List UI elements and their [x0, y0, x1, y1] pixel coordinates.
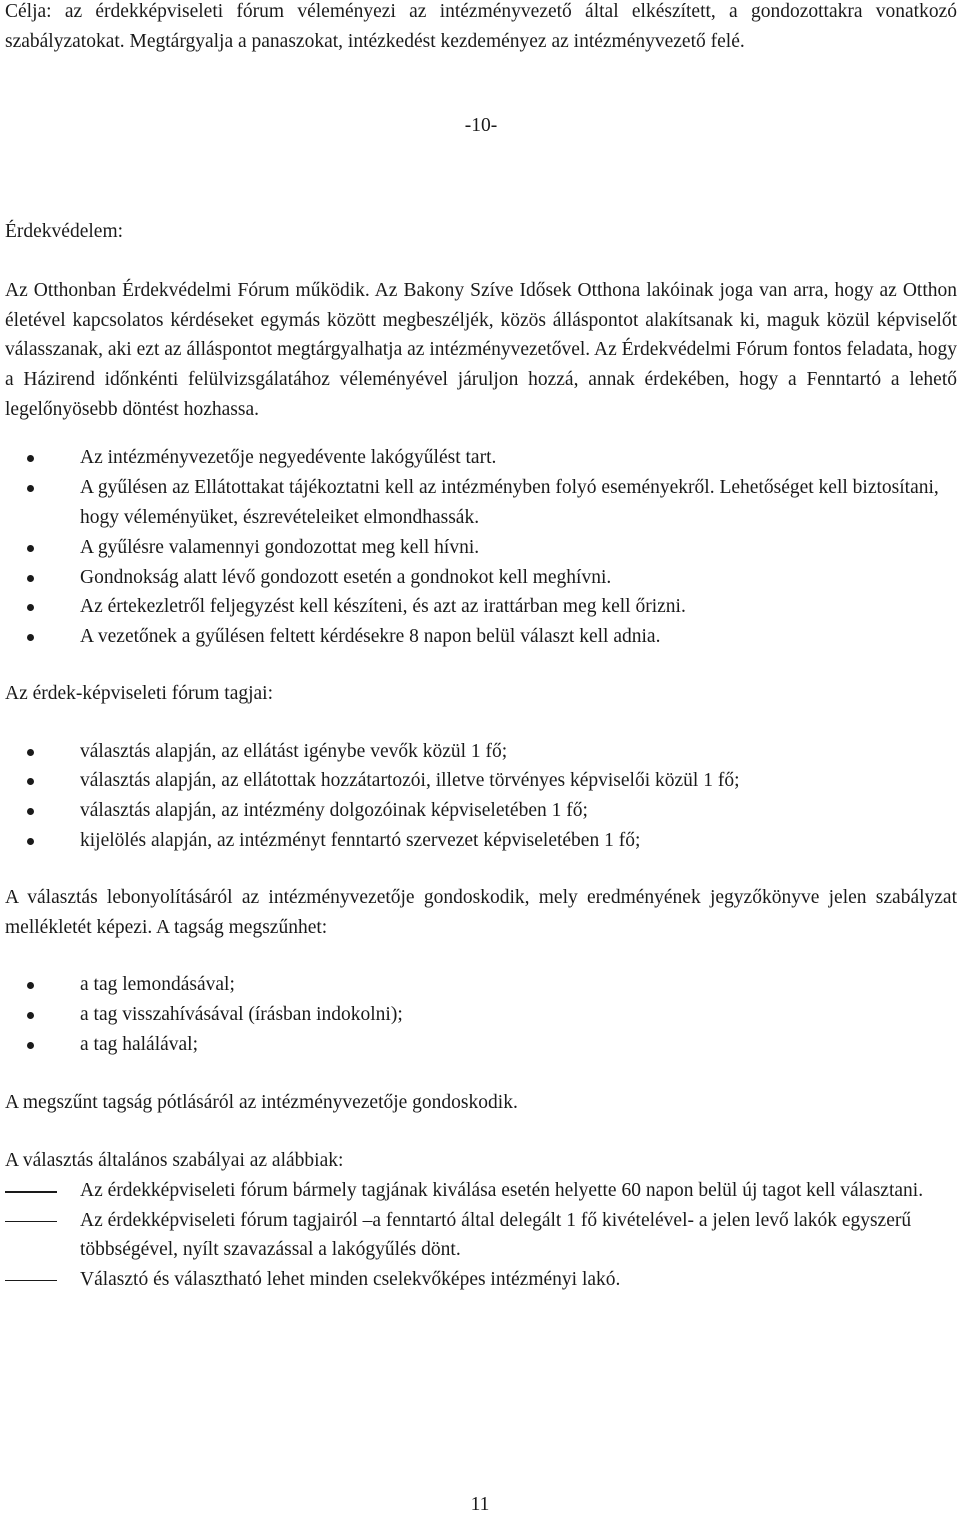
intro-paragraph: Célja: az érdekképviseleti fórum véleményezi az intézményvezető által elkészített, a gondozottakra vonatkozó szabályzatokat. Megtárgyalja a panaszokat, intézkedést kezdeményez az intézményvezető felé. [5, 1, 957, 52]
list-item: választás alapján, az ellátottak hozzátartozói, illetve törvényes képviselői közül 1 fő; [5, 766, 957, 796]
section-number: -10- [464, 115, 498, 137]
list-item: Az érdekképviseleti fórum tagjairól –a fenntartó által delegált 1 fő kivételével- a jelen levő lakók egyszerű többségével, nyílt szavazással a lakógyűlés dönt. [5, 1206, 957, 1265]
list-item: a tag lemondásával; [5, 970, 957, 1000]
body-paragraph-3: A megszűnt tagság pótlásáról az intézményvezetője gondoskodik. [5, 1091, 518, 1113]
list-item: Gondnokság alatt lévő gondozott esetén a gondnokot kell meghívni. [5, 563, 957, 593]
list-item: Az intézményvezetője negyedévente lakógyűlést tart. [5, 443, 957, 473]
termination-list [5, 970, 957, 1059]
assembly-rules-list [5, 443, 957, 652]
list-item: A vezetőnek a gyűlésen feltett kérdésekre 8 napon belül választ kell adnia. [5, 622, 957, 652]
members-heading: Az érdek-képviseleti fórum tagjai: [5, 682, 274, 704]
list-item: választás alapján, az intézmény dolgozóinak képviseletében 1 fő; [5, 796, 957, 826]
document-page [5, 0, 957, 1294]
list-item: a tag halálával; [5, 1030, 957, 1060]
body-paragraph-1: Az Otthonban Érdekvédelmi Fórum működik. Az Bakony Szíve Idősek Otthona lakóinak joga van arra, hogy az Otthon életével kapcsolatos kérdéseket egymás között megbeszéljék, közös álláspontot alakítsanak ki, maguk közül képviselőt válasszanak, aki ezt az álláspontot megtárgyalhatja az intézményvezetővel. Az Érdekvédelmi Fórum fontos feladata, hogy a Házirend időnkénti felülvizsgálatához véleményével járuljon hozzá, annak érdekében, hogy a Fenntartó a lehető legelőnyösebb döntést hozhassa. [5, 279, 957, 420]
list-item: Választó és választható lehet minden cselekvőképes intézményi lakó. [5, 1265, 957, 1295]
page-number: 11 [470, 1494, 490, 1515]
list-item: Az érdekképviseleti fórum bármely tagjának kiválása esetén helyette 60 napon belül új tagot kell választani. [5, 1176, 957, 1206]
list-item: A gyűlésen az Ellátottakat tájékoztatni kell az intézményben folyó eseményekről. Lehetőséget kell biztosítani, hogy véleményüket, észrevételeiket elmondhassák. [5, 473, 957, 533]
rules-heading: A választás általános szabályai az alábbiak: [5, 1150, 344, 1172]
members-list [5, 737, 957, 856]
list-item: választás alapján, az ellátást igénybe vevők közül 1 fő; [5, 737, 957, 767]
list-item: a tag visszahívásával (írásban indokolni); [5, 1000, 957, 1030]
election-rules-list [5, 1176, 957, 1294]
section-title: Érdekvédelem: [5, 221, 124, 243]
list-item: kijelölés alapján, az intézményt fenntartó szervezet képviseletében 1 fő; [5, 826, 957, 856]
list-item: Az értekezletről feljegyzést kell készíteni, és azt az irattárban meg kell őrizni. [5, 592, 957, 622]
body-paragraph-2: A választás lebonyolításáról az intézményvezetője gondoskodik, mely eredményének jegyzőkönyve jelen szabályzat mellékletét képezi. A tagság megszűnhet: [5, 886, 957, 938]
list-item: A gyűlésre valamennyi gondozottat meg kell hívni. [5, 533, 957, 563]
